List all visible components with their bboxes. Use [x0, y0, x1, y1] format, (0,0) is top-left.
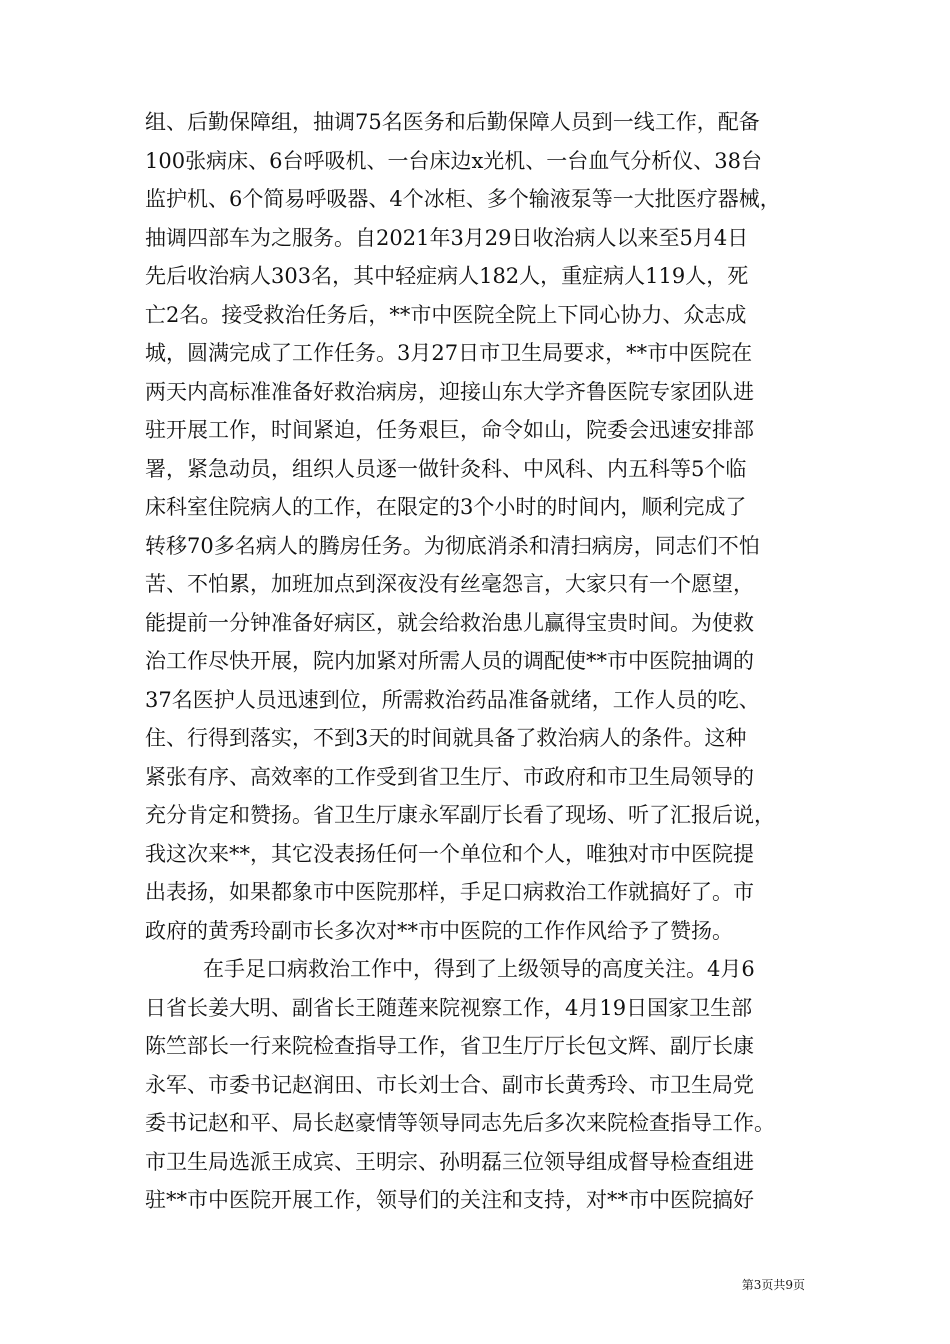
text-line: 出表扬，如果都象市中医院那样，手足口病救治工作就搞好了。市 — [145, 880, 754, 904]
text-line: 监护机、6个简易呼吸器、4个冰柜、多个输液泵等一大批医疗器械， — [145, 187, 781, 211]
text-line: 署，紧急动员，组织人员逐一做针灸科、中风科、内五科等5个临 — [145, 456, 747, 481]
text-line: 城，圆满完成了工作任务。3月27日市卫生局要求，**市中医院在 — [145, 341, 753, 365]
text-line: 先后收治病人303名，其中轻症病人182人，重症病人119人，死 — [145, 264, 749, 288]
paragraph — [145, 103, 815, 950]
text-line: 政府的黄秀玲副市长多次对**市中医院的工作作风给予了赞扬。 — [145, 918, 733, 943]
text-line: 永军、市委书记赵润田、市长刘士合、副市长黄秀玲、市卫生局党 — [145, 1072, 754, 1097]
text-line: 在手足口病救治工作中，得到了上级领导的高度关注。4月6 — [203, 957, 755, 981]
paragraph — [145, 950, 815, 1220]
page-number: 第3页共9页 — [741, 1278, 805, 1292]
text-line: 能提前一分钟准备好病区，就会给救治患儿赢得宝贵时间。为使救 — [145, 610, 754, 635]
text-line: 37名医护人员迅速到位，所需救治药品准备就绪，工作人员的吃、 — [145, 687, 760, 712]
text-line: 苦、不怕累，加班加点到深夜没有丝毫怨言，大家只有一个愿望， — [145, 572, 754, 596]
text-line: 委书记赵和平、局长赵豪情等领导同志先后多次来院检查指导工作。 — [145, 1111, 775, 1135]
body-text — [145, 103, 815, 1220]
text-line: 治工作尽快开展，院内加紧对所需人员的调配使**市中医院抽调的 — [145, 649, 754, 673]
text-line: 亡2名。接受救治任务后，**市中医院全院上下同心协力、众志成 — [145, 302, 747, 327]
text-line: 紧张有序、高效率的工作受到省卫生厅、市政府和市卫生局领导的 — [145, 764, 754, 789]
text-line: 住、行得到落实，不到3天的时间就具备了救治病人的条件。这种 — [145, 726, 747, 750]
text-line: 市卫生局选派王成宾、王明宗、孙明磊三位领导组成督导检查组进 — [145, 1149, 754, 1174]
text-line: 两天内高标准准备好救治病房，迎接山东大学齐鲁医院专家团队进 — [145, 379, 754, 404]
text-line: 驻**市中医院开展工作，领导们的关注和支持，对**市中医院搞好 — [145, 1188, 754, 1212]
text-line: 驻开展工作，时间紧迫，任务艰巨，命令如山，院委会迅速安排部 — [145, 418, 754, 442]
text-line: 日省长姜大明、副省长王随莲来院视察工作，4月19日国家卫生部 — [145, 995, 753, 1020]
text-line: 转移70多名病人的腾房任务。为彻底消杀和清扫病房，同志们不怕 — [145, 533, 760, 558]
text-line: 抽调四部车为之服务。自2021年3月29日收治病人以来至5月4日 — [145, 225, 749, 250]
text-line: 床科室住院病人的工作，在限定的3个小时的时间内，顺利完成了 — [145, 495, 747, 519]
text-line: 陈竺部长一行来院检查指导工作，省卫生厅厅长包文辉、副厅长康 — [145, 1034, 754, 1058]
text-line: 我这次来**，其它没表扬任何一个单位和个人，唯独对市中医院提 — [145, 841, 754, 866]
text-line: 充分肯定和赞扬。省卫生厅康永军副厅长看了现场、听了汇报后说， — [145, 803, 775, 827]
text-line: 100张病床、6台呼吸机、一台床边x光机、一台血气分析仪、38台 — [145, 148, 763, 173]
text-line: 组、后勤保障组，抽调75名医务和后勤保障人员到一线工作，配备 — [145, 110, 760, 134]
